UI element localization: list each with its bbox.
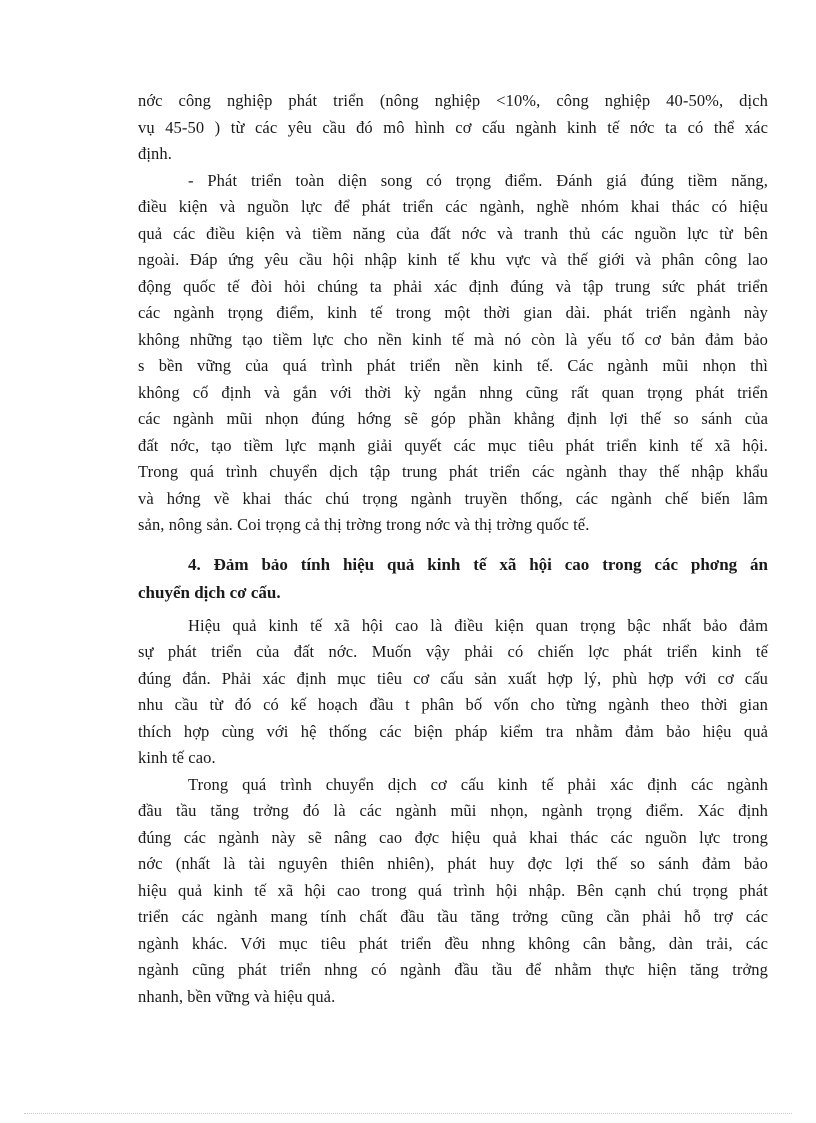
text-line: - Phát triển toàn diện song có trọng điểm. Đánh giá đúng tiềm năng,: [188, 170, 768, 190]
text-line: hiệu quả kinh tế xã hội cao trong quá trình hội nhập. Bên cạnh chú trọng phát: [138, 880, 768, 900]
text-line: điều kiện và nguồn lực để phát triển các ngành, nghề nhóm khai thác có hiệu: [138, 197, 768, 216]
text-line: đầu tầu tăng trởng đó là các ngành mũi nhọn, ngành trọng điểm. Xác định: [138, 801, 768, 820]
spacer: [138, 539, 768, 551]
text-line: ngành cũng phát triển nhng có ngành đầu tầu để nhằm thực hiện tăng trởng: [138, 960, 768, 979]
text-line: Trong quá trình chuyển dịch cơ cấu kinh tế phải xác định các ngành: [188, 774, 768, 794]
text-line: động quốc tế đòi hỏi chúng ta phải xác định đúng và tập trung sức phát triển: [138, 276, 768, 296]
text-line: Hiệu quả kinh tế xã hội cao là điều kiện quan trọng bậc nhất bảo đảm: [188, 615, 768, 635]
text-line: vụ 45-50 ) từ các yêu cầu đó mô hình cơ cấu ngành kinh tế nớc ta có thể xác: [138, 117, 768, 137]
text-line: đúng đắn. Phải xác định mục tiêu cơ cấu sản xuất hợp lý, phù hợp với cơ cấu: [138, 668, 768, 688]
text-line: ngoài. Đáp ứng yêu cầu hội nhập kinh tế khu vực và thế giới và phân công lao: [138, 250, 768, 269]
text-line: các ngành mũi nhọn đúng hớng sẽ góp phần khẳng định lợi thế so sánh của: [138, 409, 768, 428]
text-line: s bền vững của quá trình phát triển nền kinh tế. Các ngành mũi nhọn thì: [138, 356, 768, 375]
text-line: kinh tế cao.: [138, 748, 216, 767]
text-line: sản, nông sản. Coi trọng cả thị trờng trong nớc và thị trờng quốc tế.: [138, 515, 590, 534]
text-line: triển các ngành mang tính chất đầu tầu tăng trởng cũng cần phải hỗ trợ các: [138, 907, 768, 926]
text-line: sự phát triển của đất nớc. Muốn vậy phải có chiến lợc phát triển kinh tế: [138, 642, 768, 661]
page-footer-divider: [24, 1113, 792, 1114]
section-heading: [138, 551, 768, 607]
text-line: ngành khác. Với mục tiêu phát triển đều nhng không cân bằng, dàn trải, các: [138, 933, 768, 953]
text-line: không những tạo tiềm lực cho nền kinh tế mà nó còn là yếu tố cơ bản đảm bảo: [138, 329, 768, 349]
text-line: nớc (nhất là tài nguyên thiên nhiên), phát huy đợc lợi thế so sánh đảm bảo: [138, 854, 768, 873]
text-line: thích hợp cùng với hệ thống các biện pháp kiểm tra nhằm đảm bảo hiệu quả: [138, 721, 768, 741]
text-line: nhanh, bền vững và hiệu quả.: [138, 986, 336, 1006]
text-line: nhu cầu từ đó có kế hoạch đầu t phân bố vốn cho từng ngành theo thời gian: [138, 695, 768, 714]
paragraph-efficiency: [138, 613, 768, 772]
paragraph-continued: [138, 88, 768, 168]
text-line: đất nớc, tạo tiềm lực mạnh giải quyết các mục tiêu phát triển kinh tế xã hội.: [138, 435, 768, 455]
paragraph-comprehensive-development: [138, 168, 768, 539]
text-line: đúng các ngành này sẽ nâng cao đợc hiệu quả khai thác các nguồn lực trong: [138, 827, 768, 847]
heading-line: chuyển dịch cơ cấu.: [138, 582, 281, 602]
paragraph-key-industries: [138, 772, 768, 1011]
text-line: Trong quá trình chuyển dịch tập trung phát triển các ngành thay thế nhập khẩu: [138, 462, 768, 481]
text-line: định.: [138, 144, 172, 163]
heading-line: 4. Đảm bảo tính hiệu quả kinh tế xã hội cao trong các phơng án: [188, 554, 768, 574]
text-line: các ngành trọng điểm, kinh tế trong một thời gian dài. phát triển ngành này: [138, 303, 768, 322]
text-line: nớc công nghiệp phát triển (nông nghiệp <10%, công nghiệp 40-50%, dịch: [138, 91, 768, 110]
text-line: không cố định và gắn với thời kỳ ngắn nhng cũng rất quan trọng phát triển: [138, 382, 768, 402]
body-text: [138, 88, 768, 1010]
text-line: quả các điều kiện và tiềm năng của đất nớc và tranh thủ các nguồn lực từ bên: [138, 223, 768, 243]
text-line: và hớng về khai thác chú trọng ngành truyền thống, các ngành chế biến lâm: [138, 488, 768, 508]
